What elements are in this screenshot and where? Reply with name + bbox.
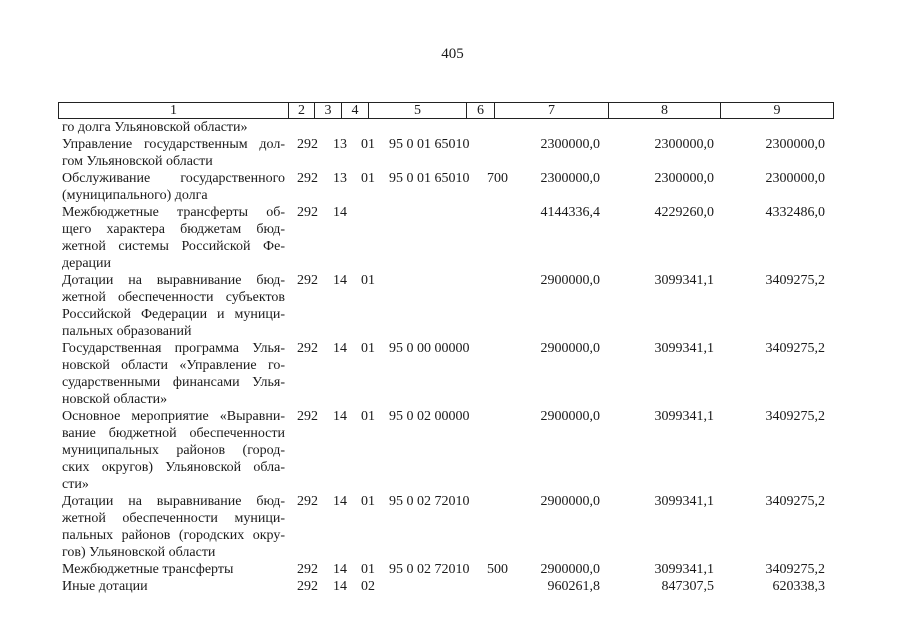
row-name-line: новской области»: [62, 392, 168, 407]
row-amount-col9: 4332486,0: [765, 205, 825, 220]
row-name: [62, 170, 285, 204]
row-name-line: пальных районов (городских окру-: [62, 528, 285, 543]
row-name: [62, 578, 285, 595]
row-name: [62, 272, 285, 340]
row-subsection-code: 01: [361, 171, 375, 186]
row-subsection-code: 01: [361, 341, 375, 356]
row-name-line: Основное мероприятие «Выравни-: [62, 409, 285, 424]
table-row: [0, 493, 905, 561]
row-section-code: 14: [333, 273, 347, 288]
row-grbs-code: 292: [297, 171, 318, 186]
row-name-line: муниципальных районов (город-: [62, 443, 285, 458]
column-header-2: 2: [289, 103, 315, 119]
row-expense-type-code: 500: [487, 562, 508, 577]
row-name-line: жетной системы Российской Фе-: [62, 239, 285, 254]
row-amount-col9: 620338,3: [772, 579, 825, 594]
row-amount-col8: 847307,5: [661, 579, 714, 594]
row-target-article-code: 95 0 01 65010: [389, 137, 470, 152]
table-body: [0, 119, 905, 595]
row-amount-col7: 2900000,0: [540, 273, 600, 288]
row-section-code: 14: [333, 562, 347, 577]
row-name-line: жетной обеспеченности муници-: [62, 511, 285, 526]
row-section-code: 13: [333, 171, 347, 186]
table-row: [0, 119, 905, 136]
row-name-line: пальных образований: [62, 324, 192, 339]
row-subsection-code: 01: [361, 409, 375, 424]
row-name-line: Иные дотации: [62, 579, 148, 594]
row-name-line: Межбюджетные трансферты: [62, 562, 234, 577]
row-grbs-code: 292: [297, 409, 318, 424]
row-amount-col7: 960261,8: [547, 579, 600, 594]
row-name-line: Обслуживание государственного: [62, 171, 285, 186]
row-section-code: 13: [333, 137, 347, 152]
row-name: [62, 408, 285, 493]
row-amount-col9: 3409275,2: [765, 562, 825, 577]
column-header-5: 5: [369, 103, 467, 119]
row-subsection-code: 02: [361, 579, 375, 594]
row-grbs-code: 292: [297, 137, 318, 152]
row-amount-col7: 2300000,0: [540, 137, 600, 152]
row-amount-col9: 3409275,2: [765, 409, 825, 424]
row-name: [62, 561, 285, 578]
column-header-9: 9: [721, 103, 834, 119]
row-grbs-code: 292: [297, 205, 318, 220]
row-amount-col7: 4144336,4: [540, 205, 600, 220]
row-name-line: Государственная программа Улья-: [62, 341, 285, 356]
row-name-line: ских округов) Ульяновской обла-: [62, 460, 285, 475]
row-name-line: вание бюджетной обеспеченности: [62, 426, 285, 441]
row-section-code: 14: [333, 341, 347, 356]
row-amount-col8: 3099341,1: [654, 409, 714, 424]
column-header-8: 8: [609, 103, 721, 119]
row-amount-col8: 3099341,1: [654, 341, 714, 356]
row-name-line: сударственными финансами Улья-: [62, 375, 285, 390]
column-header-6: 6: [467, 103, 495, 119]
column-header-3: 3: [315, 103, 342, 119]
table-row: [0, 170, 905, 204]
row-name-line: новской области «Управление го-: [62, 358, 285, 373]
row-name: [62, 204, 285, 272]
row-name-line: (муниципального) долга: [62, 188, 208, 203]
row-grbs-code: 292: [297, 273, 318, 288]
column-header-4: 4: [342, 103, 369, 119]
table-row: [0, 561, 905, 578]
row-name-line: Дотации на выравнивание бюд-: [62, 494, 285, 509]
row-amount-col7: 2900000,0: [540, 494, 600, 509]
row-grbs-code: 292: [297, 562, 318, 577]
table-row: [0, 340, 905, 408]
row-amount-col9: 2300000,0: [765, 171, 825, 186]
row-name: [62, 119, 285, 136]
row-name-line: щего характера бюджетам бюд-: [62, 222, 285, 237]
row-name: [62, 136, 285, 170]
row-amount-col9: 3409275,2: [765, 273, 825, 288]
row-amount-col9: 3409275,2: [765, 494, 825, 509]
row-grbs-code: 292: [297, 579, 318, 594]
row-target-article-code: 95 0 00 00000: [389, 341, 470, 356]
row-section-code: 14: [333, 579, 347, 594]
row-section-code: 14: [333, 205, 347, 220]
table-row: [0, 408, 905, 493]
column-header-1: 1: [59, 103, 289, 119]
row-name-line: Управление государственным дол-: [62, 137, 285, 152]
row-amount-col8: 4229260,0: [654, 205, 714, 220]
row-amount-col7: 2300000,0: [540, 171, 600, 186]
row-name-line: Межбюджетные трансферты об-: [62, 205, 285, 220]
table-row: [0, 136, 905, 170]
row-amount-col8: 3099341,1: [654, 273, 714, 288]
column-header-table: [58, 102, 834, 119]
row-subsection-code: 01: [361, 494, 375, 509]
row-name-line: Дотации на выравнивание бюд-: [62, 273, 285, 288]
row-amount-col8: 2300000,0: [654, 137, 714, 152]
row-name-line: гом Ульяновской области: [62, 154, 213, 169]
row-amount-col7: 2900000,0: [540, 562, 600, 577]
row-amount-col8: 2300000,0: [654, 171, 714, 186]
row-name-line: дерации: [62, 256, 112, 271]
row-subsection-code: 01: [361, 137, 375, 152]
row-grbs-code: 292: [297, 341, 318, 356]
row-name-line: жетной обеспеченности субъектов: [62, 290, 285, 305]
page-number: 405: [441, 46, 464, 62]
row-amount-col8: 3099341,1: [654, 562, 714, 577]
column-header-7: 7: [495, 103, 609, 119]
row-amount-col7: 2900000,0: [540, 341, 600, 356]
row-target-article-code: 95 0 02 00000: [389, 409, 470, 424]
table-row: [0, 272, 905, 340]
row-section-code: 14: [333, 409, 347, 424]
row-name: [62, 493, 285, 561]
row-expense-type-code: 700: [487, 171, 508, 186]
row-amount-col9: 3409275,2: [765, 341, 825, 356]
row-amount-col7: 2900000,0: [540, 409, 600, 424]
row-target-article-code: 95 0 01 65010: [389, 171, 470, 186]
column-header-row: [59, 103, 834, 119]
table-row: [0, 578, 905, 595]
row-name-line: сти»: [62, 477, 89, 492]
table-row: [0, 204, 905, 272]
row-name-line: Российской Федерации и муници-: [62, 307, 285, 322]
row-name-line: го долга Ульяновской области»: [62, 120, 248, 135]
row-target-article-code: 95 0 02 72010: [389, 562, 470, 577]
row-subsection-code: 01: [361, 273, 375, 288]
row-grbs-code: 292: [297, 494, 318, 509]
row-amount-col8: 3099341,1: [654, 494, 714, 509]
row-target-article-code: 95 0 02 72010: [389, 494, 470, 509]
row-name-line: гов) Ульяновской области: [62, 545, 216, 560]
row-amount-col9: 2300000,0: [765, 137, 825, 152]
row-section-code: 14: [333, 494, 347, 509]
row-subsection-code: 01: [361, 562, 375, 577]
row-name: [62, 340, 285, 408]
